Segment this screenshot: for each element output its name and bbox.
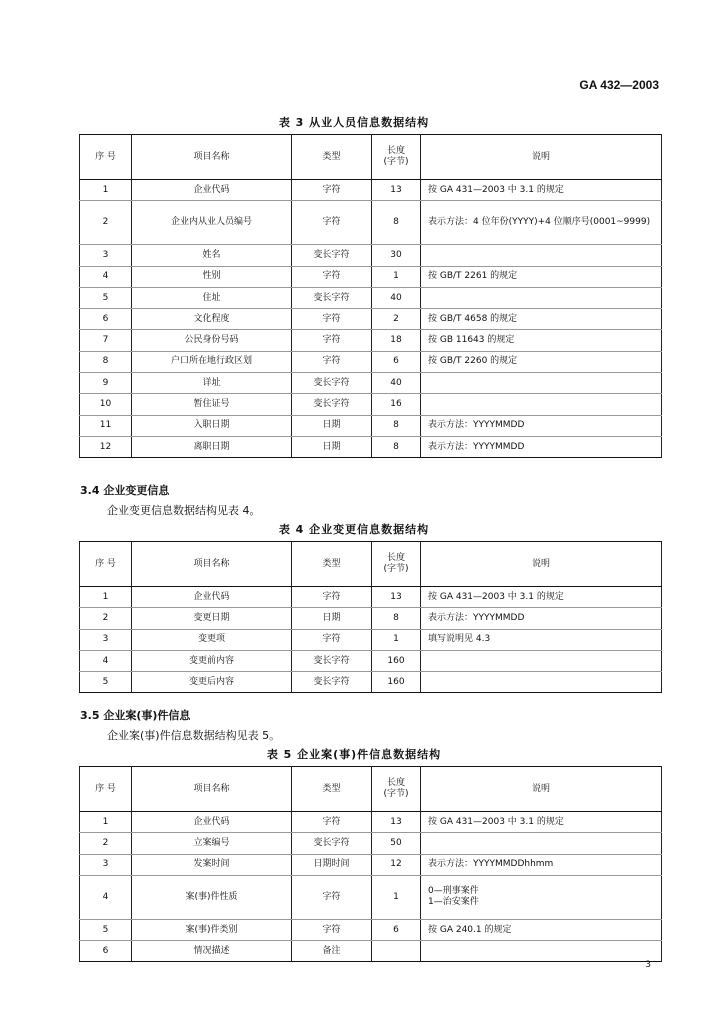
cell-seq: 6 (80, 309, 132, 330)
cell-length: 8 (372, 415, 421, 436)
cell-type: 字符 (292, 180, 372, 201)
cell-type: 字符 (292, 875, 372, 919)
header-length: 长度 (字节) (372, 135, 421, 180)
cell-desc: 表示方法：YYYYMMDDhhmm (421, 854, 662, 875)
table3-caption: 表 3 从业人员信息数据结构 (278, 116, 430, 129)
header-length: 长度 (字节) (372, 542, 421, 587)
table-row (80, 309, 662, 330)
section-heading-3-5: 3.5 企业案(事)件信息 (80, 709, 191, 722)
cell-length: 13 (372, 587, 421, 608)
header-name: 项目名称 (132, 542, 292, 587)
cell-name: 暂住证号 (132, 394, 292, 415)
cell-desc (421, 650, 662, 671)
cell-length: 13 (372, 812, 421, 833)
cell-type: 字符 (292, 201, 372, 245)
cell-type: 变长字符 (292, 650, 372, 671)
cell-seq: 1 (80, 180, 132, 201)
cell-seq: 8 (80, 351, 132, 372)
cell-desc: 按 GB 11643 的规定 (421, 330, 662, 351)
header-type: 类型 (292, 767, 372, 812)
cell-desc (421, 672, 662, 693)
header-desc: 说明 (421, 767, 662, 812)
cell-type: 日期 (292, 415, 372, 436)
cell-name: 企业代码 (132, 180, 292, 201)
table-row (80, 394, 662, 415)
cell-name: 情况描述 (132, 941, 292, 962)
cell-name: 离职日期 (132, 436, 292, 457)
cell-desc: 填写说明见 4.3 (421, 629, 662, 650)
cell-name: 公民身份号码 (132, 330, 292, 351)
cell-type: 变长字符 (292, 833, 372, 854)
cell-name: 变更前内容 (132, 650, 292, 671)
cell-length: 160 (372, 672, 421, 693)
cell-length: 16 (372, 394, 421, 415)
cell-desc (421, 245, 662, 266)
cell-type: 字符 (292, 629, 372, 650)
cell-type: 变长字符 (292, 245, 372, 266)
table4-caption: 表 4 企业变更信息数据结构 (278, 523, 430, 536)
document-code: GA 432—2003 (579, 78, 659, 92)
cell-seq: 3 (80, 245, 132, 266)
header-type: 类型 (292, 135, 372, 180)
cell-desc: 表示方法：YYYYMMDD (421, 436, 662, 457)
cell-name: 企业代码 (132, 587, 292, 608)
header-name: 项目名称 (132, 767, 292, 812)
table-row (80, 941, 662, 962)
table-row (80, 201, 662, 245)
section-heading-3-4: 3.4 企业变更信息 (80, 484, 170, 497)
cell-length: 8 (372, 436, 421, 457)
page-number: 3 (645, 960, 651, 970)
cell-desc: 按 GB/T 2260 的规定 (421, 351, 662, 372)
cell-name: 变更日期 (132, 608, 292, 629)
header-desc: 说明 (421, 542, 662, 587)
cell-seq: 5 (80, 287, 132, 308)
cell-desc: 按 GA 431—2003 中 3.1 的规定 (421, 812, 662, 833)
cell-name: 户口所在地行政区划 (132, 351, 292, 372)
table-row (80, 833, 662, 854)
table-row (80, 245, 662, 266)
cell-length: 40 (372, 373, 421, 394)
cell-desc: 按 GA 431—2003 中 3.1 的规定 (421, 587, 662, 608)
cell-name: 企业代码 (132, 812, 292, 833)
cell-name: 姓名 (132, 245, 292, 266)
section-body-3-5: 企业案(事)件信息数据结构见表 5。 (107, 729, 281, 742)
cell-type: 变长字符 (292, 287, 372, 308)
header-seq: 序 号 (80, 767, 132, 812)
cell-seq: 4 (80, 650, 132, 671)
header-seq: 序 号 (80, 135, 132, 180)
cell-seq: 4 (80, 266, 132, 287)
cell-seq: 2 (80, 201, 132, 245)
cell-length: 13 (372, 180, 421, 201)
cell-type: 变长字符 (292, 373, 372, 394)
cell-length: 2 (372, 309, 421, 330)
cell-seq: 9 (80, 373, 132, 394)
table4 (79, 541, 662, 693)
cell-seq: 11 (80, 415, 132, 436)
cell-type: 字符 (292, 587, 372, 608)
cell-seq: 2 (80, 608, 132, 629)
cell-type: 字符 (292, 919, 372, 940)
cell-name: 住址 (132, 287, 292, 308)
table-row (80, 587, 662, 608)
cell-length: 18 (372, 330, 421, 351)
cell-length: 40 (372, 287, 421, 308)
table-row (80, 854, 662, 875)
cell-seq: 1 (80, 587, 132, 608)
cell-type: 字符 (292, 351, 372, 372)
cell-length: 1 (372, 266, 421, 287)
cell-name: 详址 (132, 373, 292, 394)
cell-name: 变更项 (132, 629, 292, 650)
table-row (80, 629, 662, 650)
table-row (80, 650, 662, 671)
header-seq: 序 号 (80, 542, 132, 587)
cell-length: 1 (372, 875, 421, 919)
cell-desc: 表示方法：YYYYMMDD (421, 608, 662, 629)
table-row (80, 373, 662, 394)
cell-desc (421, 941, 662, 962)
cell-length: 50 (372, 833, 421, 854)
cell-type: 字符 (292, 266, 372, 287)
table5 (79, 766, 662, 962)
table-row (80, 266, 662, 287)
table-header-row (80, 767, 662, 812)
cell-desc: 按 GA 240.1 的规定 (421, 919, 662, 940)
cell-desc: 表示方法：YYYYMMDD (421, 415, 662, 436)
table-row (80, 875, 662, 919)
cell-length: 30 (372, 245, 421, 266)
cell-type: 变长字符 (292, 672, 372, 693)
cell-name: 企业内从业人员编号 (132, 201, 292, 245)
table-row (80, 919, 662, 940)
header-desc: 说明 (421, 135, 662, 180)
table-row (80, 287, 662, 308)
cell-length: 6 (372, 351, 421, 372)
section-body-3-4: 企业变更信息数据结构见表 4。 (107, 504, 261, 517)
cell-type: 日期 (292, 608, 372, 629)
table3 (79, 134, 662, 458)
table-row (80, 351, 662, 372)
cell-desc (421, 287, 662, 308)
cell-length: 160 (372, 650, 421, 671)
cell-desc: 表示方法：4 位年份(YYYY)+4 位顺序号(0001~9999) (421, 201, 662, 245)
cell-name: 性别 (132, 266, 292, 287)
cell-type: 字符 (292, 330, 372, 351)
cell-name: 入职日期 (132, 415, 292, 436)
header-length: 长度 (字节) (372, 767, 421, 812)
table-row (80, 608, 662, 629)
cell-type: 备注 (292, 941, 372, 962)
cell-type: 日期时间 (292, 854, 372, 875)
cell-seq: 2 (80, 833, 132, 854)
cell-type: 日期 (292, 436, 372, 457)
cell-name: 文化程度 (132, 309, 292, 330)
table5-caption: 表 5 企业案(事)件信息数据结构 (266, 748, 442, 761)
cell-length: 8 (372, 201, 421, 245)
cell-desc (421, 394, 662, 415)
table-row (80, 415, 662, 436)
cell-desc: 按 GA 431—2003 中 3.1 的规定 (421, 180, 662, 201)
cell-type: 字符 (292, 812, 372, 833)
table-header-row (80, 135, 662, 180)
table-row (80, 672, 662, 693)
cell-name: 变更后内容 (132, 672, 292, 693)
cell-desc (421, 373, 662, 394)
cell-seq: 7 (80, 330, 132, 351)
cell-seq: 6 (80, 941, 132, 962)
cell-name: 案(事)件类别 (132, 919, 292, 940)
cell-desc: 按 GB/T 4658 的规定 (421, 309, 662, 330)
cell-seq: 4 (80, 875, 132, 919)
cell-length (372, 941, 421, 962)
cell-desc: 0—刑事案件 1—治安案件 (421, 875, 662, 919)
cell-name: 发案时间 (132, 854, 292, 875)
cell-length: 12 (372, 854, 421, 875)
table-row (80, 330, 662, 351)
cell-seq: 3 (80, 629, 132, 650)
cell-seq: 5 (80, 672, 132, 693)
cell-seq: 12 (80, 436, 132, 457)
cell-desc (421, 833, 662, 854)
cell-type: 字符 (292, 309, 372, 330)
cell-length: 1 (372, 629, 421, 650)
cell-length: 6 (372, 919, 421, 940)
cell-length: 8 (372, 608, 421, 629)
cell-desc: 按 GB/T 2261 的规定 (421, 266, 662, 287)
cell-seq: 10 (80, 394, 132, 415)
cell-seq: 1 (80, 812, 132, 833)
cell-seq: 5 (80, 919, 132, 940)
table-row (80, 180, 662, 201)
cell-type: 变长字符 (292, 394, 372, 415)
cell-name: 案(事)件性质 (132, 875, 292, 919)
cell-name: 立案编号 (132, 833, 292, 854)
table-row (80, 436, 662, 457)
table-header-row (80, 542, 662, 587)
table-row (80, 812, 662, 833)
header-type: 类型 (292, 542, 372, 587)
cell-seq: 3 (80, 854, 132, 875)
header-name: 项目名称 (132, 135, 292, 180)
